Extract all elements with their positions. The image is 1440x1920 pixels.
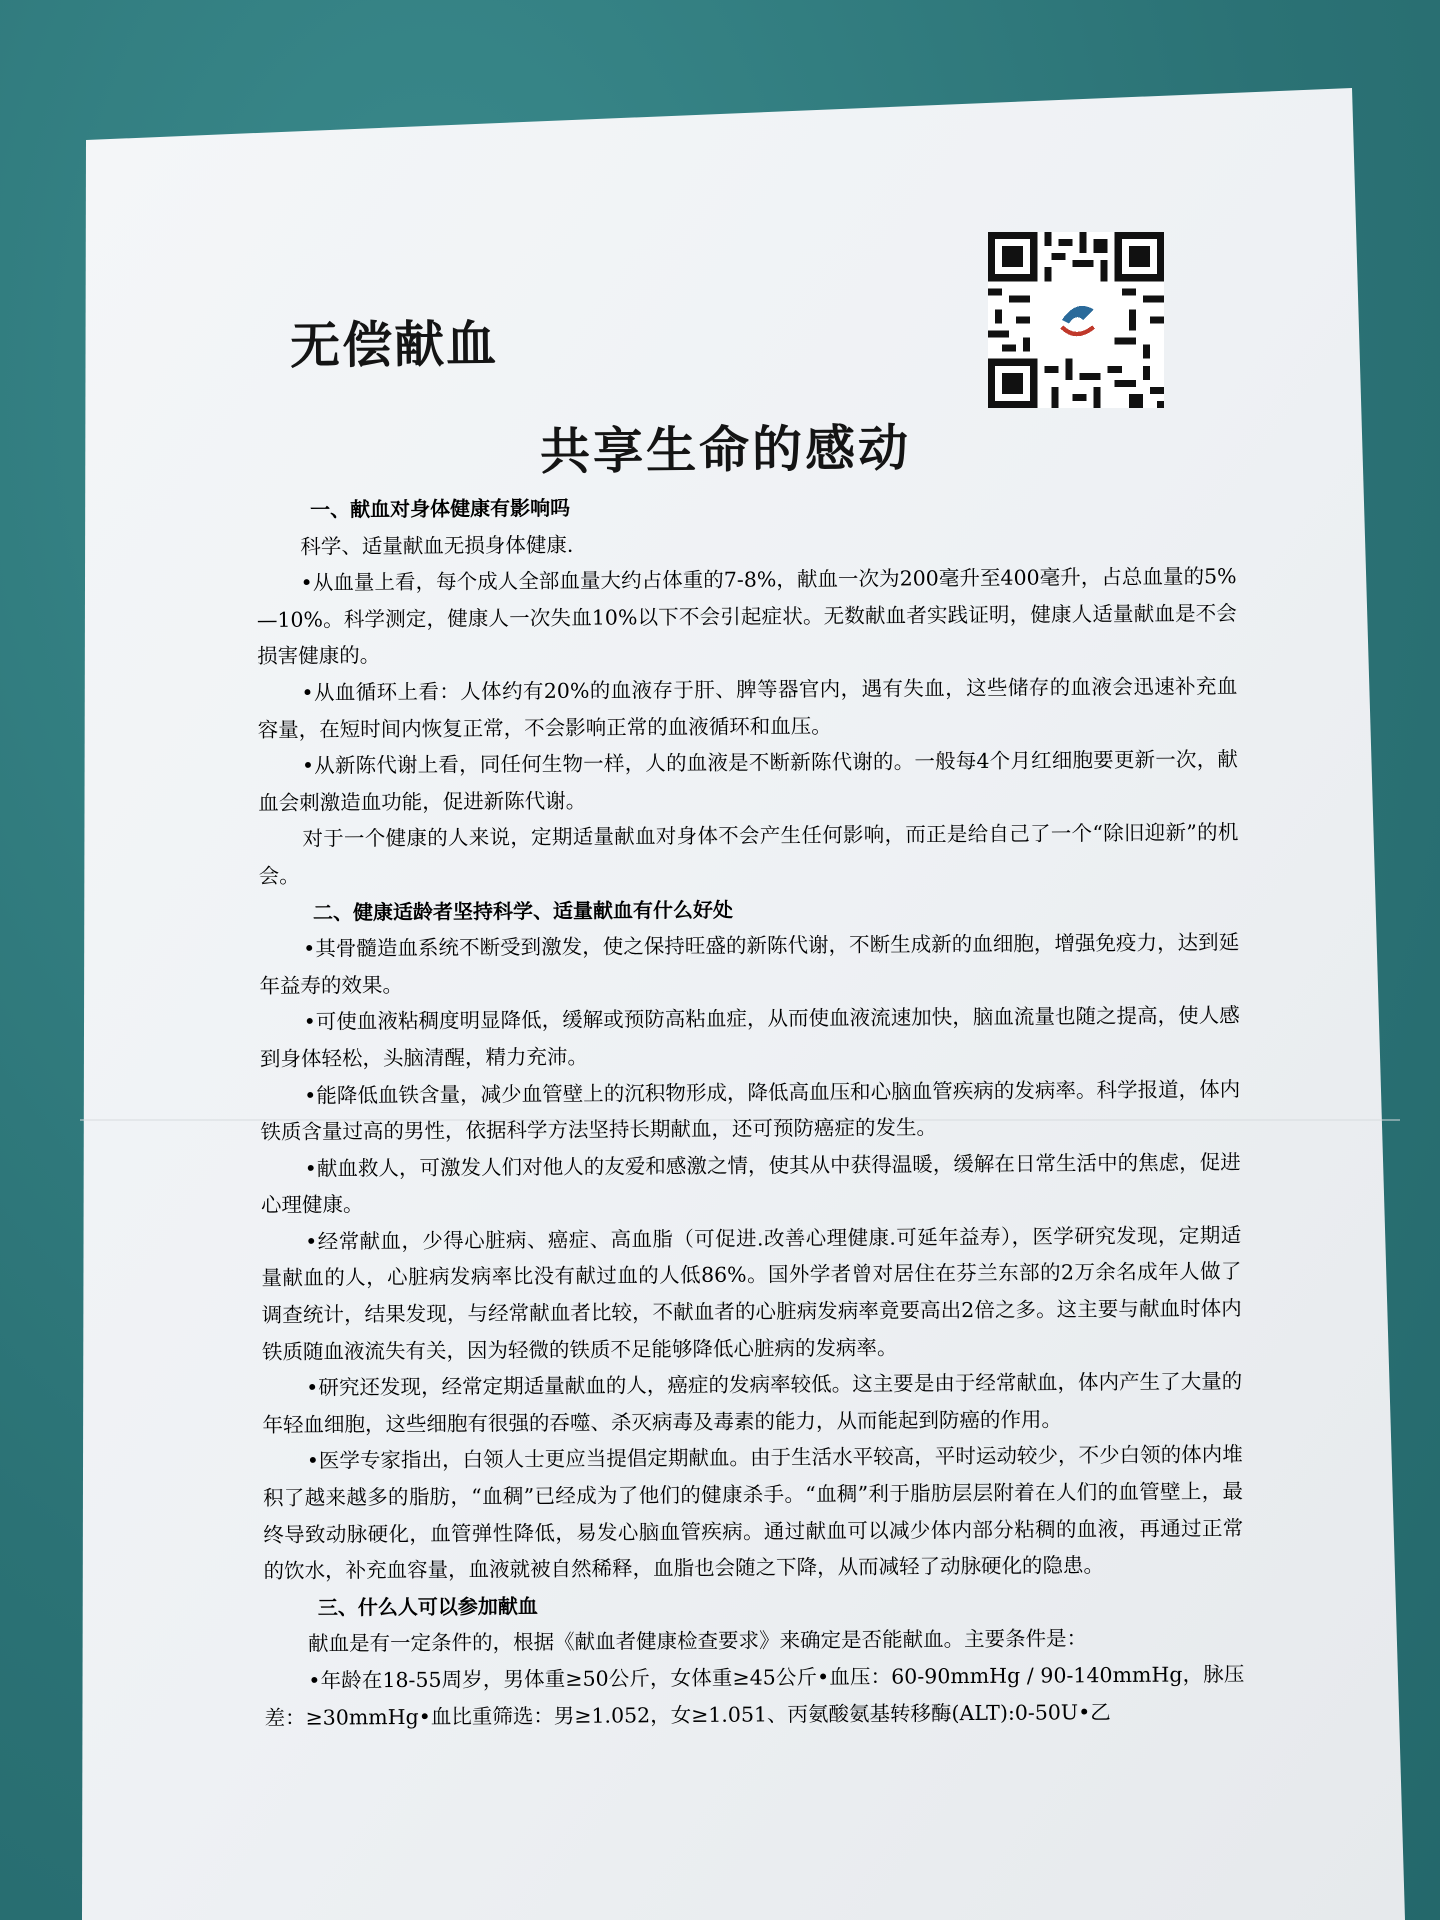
page-title-line2: 共享生命的感动 (539, 419, 912, 481)
section-1 (256, 485, 1239, 894)
paragraph: 献血是有一定条件的，根据《献血者健康检查要求》来确定是否能献血。主要条件是： (307, 1626, 1088, 1657)
qr-code-icon (988, 232, 1164, 408)
paragraph: 科学、适量献血无损身体健康. (300, 532, 574, 559)
paragraph: •从血循环上看：人体约有20%的血液存于肝、脾等器官内，遇有失血，这些储存的血液会迅速补充血容量，在短时间内恢复正常，不会影响正常的血液循环和血压。 (257, 674, 1238, 742)
paragraph: •医学专家指出，白领人士更应当提倡定期献血。由于生活水平较高，平时运动较少，不少白领的体内堆积了越来越多的脂肪，“血稠”已经成为了他们的健康杀手。“血稠”利于脂肪层层附着在人们的血管壁上，最终导致动脉硬化，血管弹性降低，易发心脑血管疾病。通过献血可以减少体内部分粘稠的血液，再通过正常的饮水，补充血容量，血液就被自然稀释，血脂也会随之下降，从而减轻了动脉硬化的隐患。 (262, 1442, 1244, 1584)
document-body (256, 485, 1245, 1736)
section-heading: 二、健康适龄者坚持科学、适量献血有什么好处 (312, 897, 734, 925)
paragraph: •年龄在18-55周岁，男体重≥50公斤，女体重≥45公斤•血压：60-90mmHg / 90-140mmHg，脉压差：≥30mmHg•血比重筛选：男≥1.052，女≥1.051、丙氨酸氨基转移酶(ALT):0-50U•乙 (264, 1662, 1245, 1730)
paragraph: •献血救人，可激发人们对他人的友爱和感激之情，使其从中获得温暖，缓解在日常生活中的焦虑，促进心理健康。 (260, 1149, 1241, 1218)
section-heading: 一、献血对身体健康有影响吗 (310, 495, 571, 522)
paragraph: •研究还发现，经常定期适量献血的人，癌症的发病率较低。这主要是由于经常献血，体内产生了大量的年轻血细胞，这些细胞有很强的吞噬、杀灭病毒及毒素的能力，从而能起到防癌的作用。 (262, 1369, 1243, 1437)
paragraph: •从新陈代谢上看，同任何生物一样，人的血液是不断新陈代谢的。一般每4个月红细胞要更新一次，献血会刺激造血功能，促进新陈代谢。 (258, 747, 1238, 815)
paragraph: •其骨髓造血系统不断受到激发，使之保持旺盛的新陈代谢，不断生成新的血细胞，增强免疫力，达到延年益寿的效果。 (259, 930, 1240, 998)
section-2 (259, 888, 1244, 1590)
paragraph: 对于一个健康的人来说，定期适量献血对身体不会产生任何影响，而正是给自己了一个“除旧迎新”的机会。 (258, 820, 1239, 888)
paragraph: •经常献血，少得心脏病、癌症、高血脂（可促进.改善心理健康.可延年益寿），医学研究发现，定期适量献血的人，心脏病发病率比没有献过血的人低86%。国外学者曾对居住在芬兰东部的2万余名成年人做了调查统计，结果发现，与经常献血者比较，不献血者的心脏病发病率竟要高出2倍之多。这主要与献血时体内铁质随血液流失有关，因为轻微的铁质不足能够降低心脏病的发病率。 (261, 1223, 1242, 1364)
paragraph: •从血量上看，每个成人全部血量大约占体重的7-8%，献血一次为200毫升至400毫升，占总血量的5%—10%。科学测定，健康人一次失血10%以下不会引起症状。无数献血者实践证明，健康人适量献血是不会损害健康的。 (256, 564, 1237, 669)
section-3 (264, 1583, 1245, 1736)
paragraph: •能降低血铁含量，减少血管壁上的沉积物形成，降低高血压和心脑血管疾病的发病率。科学报道，体内铁质含量过高的男性，依据科学方法坚持长期献血，还可预防癌症的发生。 (260, 1076, 1241, 1145)
paragraph: •可使血液粘稠度明显降低，缓解或预防高粘血症，从而使血液流速加快，脑血流量也随之提高，使人感到身体轻松，头脑清醒，精力充沛。 (259, 1003, 1240, 1071)
page-title-line1: 无偿献血 (289, 314, 499, 376)
section-heading: 三、什么人可以参加献血 (317, 1593, 538, 1620)
